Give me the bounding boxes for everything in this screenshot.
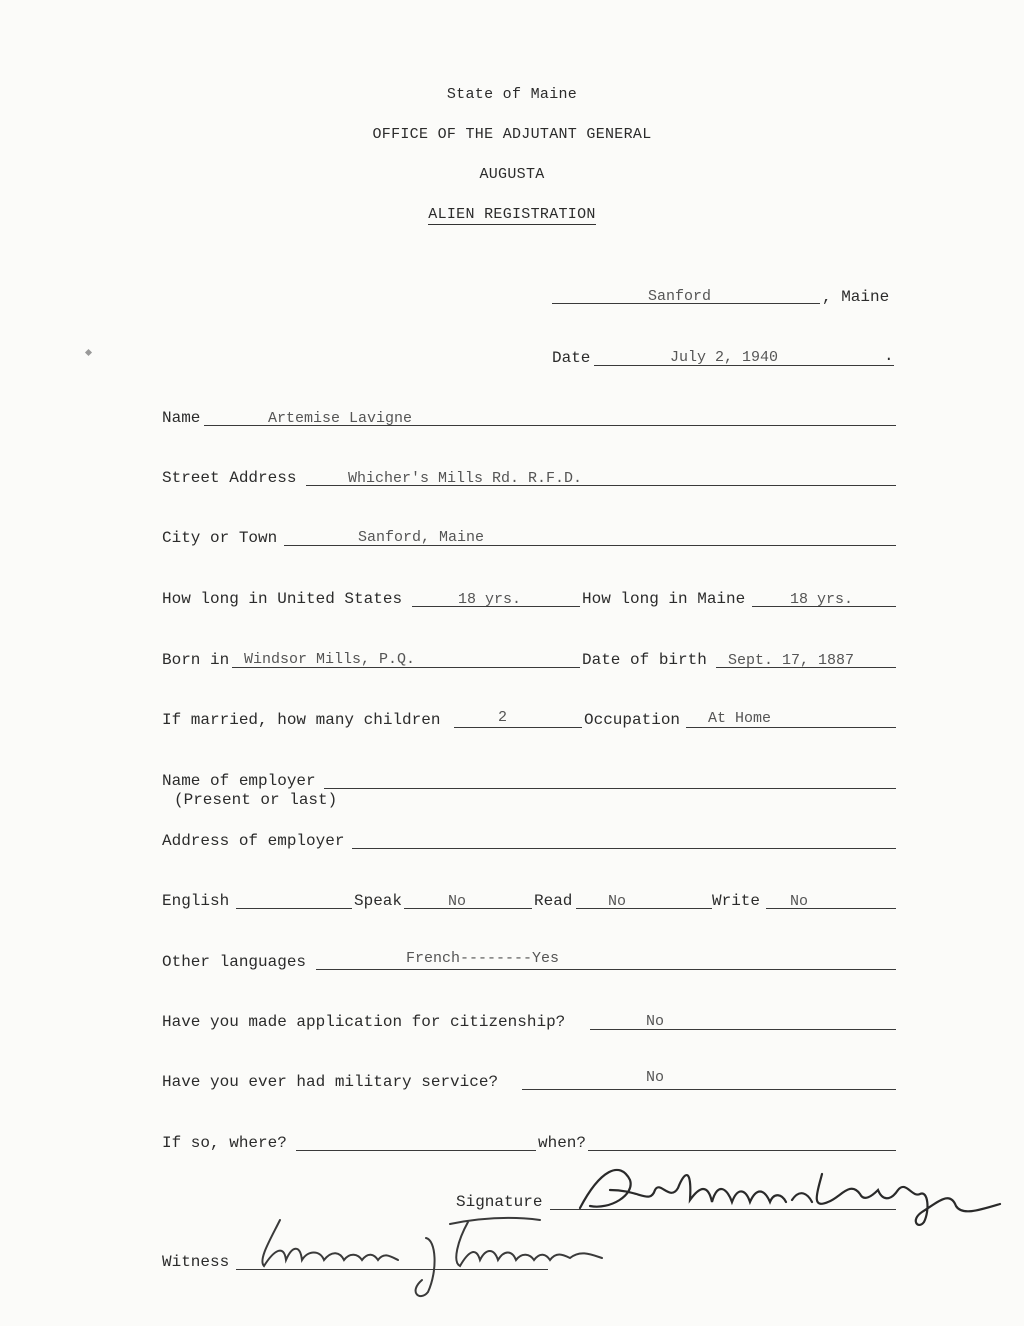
witness-label: Witness xyxy=(162,1253,230,1271)
employer-label: Name of employer xyxy=(162,772,316,790)
employer-address-line xyxy=(352,848,896,849)
occupation-label: Occupation xyxy=(584,711,681,729)
us-years-value: 18 yrs. xyxy=(458,591,522,608)
street-label: Street Address xyxy=(162,469,297,487)
write-label: Write xyxy=(712,892,761,910)
header-office: OFFICE OF THE ADJUTANT GENERAL xyxy=(372,126,652,143)
other-languages-value: French--------Yes xyxy=(406,950,560,967)
citizenship-value: No xyxy=(646,1013,665,1030)
name-value: Artemise Lavigne xyxy=(268,410,413,427)
citizenship-line xyxy=(590,1029,896,1030)
speak-value: No xyxy=(448,893,467,910)
speak-line xyxy=(404,908,532,909)
city-value: Sanford, Maine xyxy=(358,529,485,546)
english-line xyxy=(236,908,352,909)
employer-address-label: Address of employer xyxy=(162,832,345,850)
employer-line xyxy=(324,788,896,789)
occupation-value: At Home xyxy=(708,710,772,727)
english-label: English xyxy=(162,892,230,910)
write-line xyxy=(766,908,896,909)
military-label: Have you ever had military service? xyxy=(162,1073,499,1091)
signature-label: Signature xyxy=(456,1193,543,1211)
children-label: If married, how many children xyxy=(162,711,441,729)
date-label: Date xyxy=(552,349,591,367)
me-years-value: 18 yrs. xyxy=(790,591,854,608)
military-value: No xyxy=(646,1069,665,1086)
name-label: Name xyxy=(162,409,201,427)
read-value: No xyxy=(608,893,627,910)
street-value: Whicher's Mills Rd. R.F.D. xyxy=(348,470,583,487)
scan-speck xyxy=(85,349,92,356)
read-line xyxy=(576,908,712,909)
employer-sublabel: (Present or last) xyxy=(174,791,338,809)
citizenship-label: Have you made application for citizenship? xyxy=(162,1013,566,1031)
header-state: State of Maine xyxy=(446,86,578,103)
me-years-label: How long in Maine xyxy=(582,590,746,608)
children-line xyxy=(454,727,582,728)
military-line xyxy=(522,1089,896,1090)
city-label: City or Town xyxy=(162,529,278,547)
form-title: ALIEN REGISTRATION xyxy=(428,206,596,223)
other-languages-label: Other languages xyxy=(162,953,307,971)
dob-value: Sept. 17, 1887 xyxy=(728,652,855,669)
where-line xyxy=(296,1150,536,1151)
children-value: 2 xyxy=(498,709,508,726)
witness-handwriting xyxy=(240,1200,650,1306)
read-label: Read xyxy=(534,892,573,910)
write-value: No xyxy=(790,893,809,910)
dob-label: Date of birth xyxy=(582,651,707,669)
place-value: Sanford xyxy=(648,288,712,305)
speak-label: Speak xyxy=(354,892,403,910)
where-label: If so, where? xyxy=(162,1134,287,1152)
us-years-label: How long in United States xyxy=(162,590,403,608)
header-city: AUGUSTA xyxy=(479,166,545,183)
date-value: July 2, 1940 xyxy=(670,349,779,366)
born-label: Born in xyxy=(162,651,230,669)
date-end: . xyxy=(884,347,894,365)
when-label: when? xyxy=(538,1134,587,1152)
other-languages-line xyxy=(316,969,896,970)
born-value: Windsor Mills, P.Q. xyxy=(244,651,416,668)
place-suffix: , Maine xyxy=(822,288,890,306)
